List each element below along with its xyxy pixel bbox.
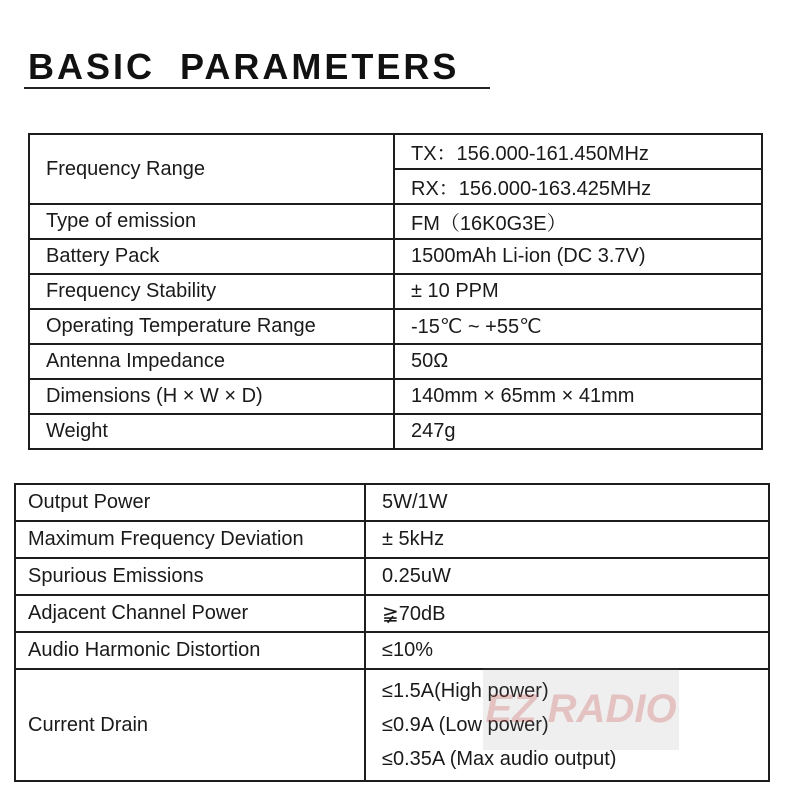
rf-parameters-table xyxy=(14,483,770,782)
spec-value-multiline xyxy=(365,669,769,781)
watermark-logo: EZ RADIO xyxy=(483,668,679,750)
page-title: BASIC PARAMETERS xyxy=(28,46,460,87)
table-row xyxy=(29,239,762,274)
spec-value: 50Ω xyxy=(394,344,762,379)
spec-label: Antenna Impedance xyxy=(29,344,394,379)
spec-label: Current Drain xyxy=(15,669,365,781)
spec-value: ≤10% xyxy=(365,632,769,669)
current-drain-value: ≤1.5A(High power) xyxy=(382,680,549,702)
current-drain-value: ≤0.9A (Low power) xyxy=(382,714,549,736)
spec-value: FM（16K0G3E） xyxy=(394,204,762,239)
basic-parameters-table xyxy=(28,133,763,450)
spec-label: Spurious Emissions xyxy=(15,558,365,595)
spec-value: 5W/1W xyxy=(365,484,769,521)
spec-label: Weight xyxy=(29,414,394,449)
spec-value: ± 10 PPM xyxy=(394,274,762,309)
spec-label: Operating Temperature Range xyxy=(29,309,394,344)
table-row xyxy=(15,558,769,595)
spec-label: Dimensions (H × W × D) xyxy=(29,379,394,414)
spec-value: -15℃ ~ +55℃ xyxy=(394,309,762,344)
title-underline xyxy=(24,87,490,89)
table-row xyxy=(15,669,769,781)
spec-value: RX：156.000-163.425MHz xyxy=(394,169,762,204)
table-row xyxy=(29,204,762,239)
spec-value: 0.25uW xyxy=(365,558,769,595)
table-row xyxy=(29,309,762,344)
table-row xyxy=(29,414,762,449)
table-row xyxy=(29,274,762,309)
spec-value: 1500mAh Li-ion (DC 3.7V) xyxy=(394,239,762,274)
table-row xyxy=(15,484,769,521)
table-row xyxy=(29,344,762,379)
spec-label: Frequency Range xyxy=(29,134,394,204)
spec-label: Adjacent Channel Power xyxy=(15,595,365,632)
spec-value: ≩70dB xyxy=(365,595,769,632)
table-row xyxy=(15,521,769,558)
spec-label: Type of emission xyxy=(29,204,394,239)
spec-label: Audio Harmonic Distortion xyxy=(15,632,365,669)
table-row xyxy=(15,632,769,669)
spec-label: Maximum Frequency Deviation xyxy=(15,521,365,558)
spec-value: TX：156.000-161.450MHz xyxy=(394,134,762,169)
table-row xyxy=(15,595,769,632)
current-drain-value: ≤0.35A (Max audio output) xyxy=(382,748,617,770)
spec-value: ± 5kHz xyxy=(365,521,769,558)
spec-label: Frequency Stability xyxy=(29,274,394,309)
spec-label: Output Power xyxy=(15,484,365,521)
spec-value: 140mm × 65mm × 41mm xyxy=(394,379,762,414)
table-row xyxy=(29,379,762,414)
spec-label: Battery Pack xyxy=(29,239,394,274)
spec-value: 247g xyxy=(394,414,762,449)
